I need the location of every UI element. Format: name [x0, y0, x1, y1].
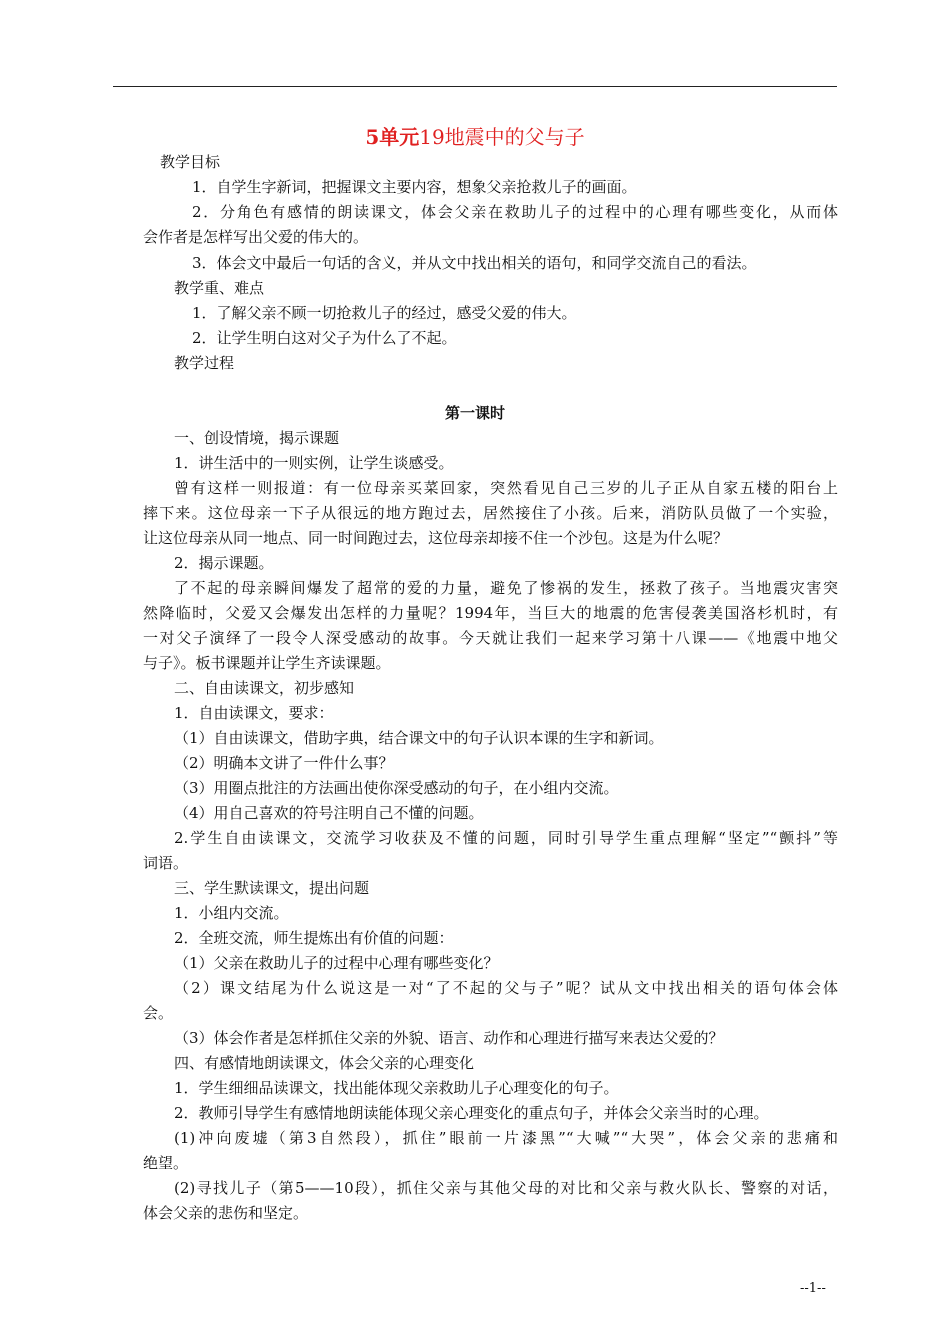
section-heading: 教学过程: [174, 354, 235, 372]
paragraph-line: 2．教师引导学生有感情地朗读能体现父亲心理变化的重点句子，并体会父亲当时的心理。: [174, 1104, 769, 1122]
paragraph-line: 摔下来。这位母亲一下子从很远的地方跑过去，居然接住了小孩。后来，消防队员做了一个实验，: [143, 504, 838, 522]
paragraph-line: （1）父亲在救助儿子的过程中心理有哪些变化？: [174, 954, 499, 972]
title-prefix: 5单元: [365, 125, 420, 149]
section-heading: 教学重、难点: [174, 279, 265, 297]
paragraph-line: 让这位母亲从同一地点、同一时间跑过去，这位母亲却接不住一个沙包。这是为什么呢？: [143, 529, 729, 547]
page-number: --1--: [800, 1281, 826, 1296]
paragraph-line: 1．小组内交流。: [174, 904, 289, 922]
section-heading: 一、创设情境，揭示课题: [174, 429, 340, 447]
paragraph-line: （2）明确本文讲了一件什么事？: [174, 754, 394, 772]
paragraph-line: 会。: [143, 1004, 174, 1022]
paragraph-line: 1．自学生字新词，把握课文主要内容，想象父亲抢救儿子的画面。: [192, 178, 637, 196]
title-text: 19地震中的父与子: [419, 125, 585, 149]
section-heading: 四、有感情地朗读课文，体会父亲的心理变化: [174, 1054, 475, 1072]
section-heading: 二、自由读课文，初步感知: [174, 679, 355, 697]
paragraph-line: 2．揭示课题。: [174, 554, 274, 572]
paragraph-line: 1．学生细细品读课文，找出能体现父亲救助儿子心理变化的句子。: [174, 1079, 619, 1097]
paragraph-line: (1)冲向废墟（第3自然段），抓住”眼前一片漆黑”“大喊”“大哭”，体会父亲的悲痛和: [174, 1129, 838, 1147]
paragraph-line: （3）体会作者是怎样抓住父亲的外貌、语言、动作和心理进行描写来表达父爱的？: [174, 1029, 724, 1047]
paragraph-line: 1．了解父亲不顾一切抢救儿子的经过，感受父爱的伟大。: [192, 304, 577, 322]
paragraph-line: 2.学生自由读课文，交流学习收获及不懂的问题，同时引导学生重点理解“坚定”“颤抖”等: [174, 829, 838, 847]
paragraph-line: 一对父子演绎了一段令人深受感动的故事。今天就让我们一起来学习第十八课——《地震中地父: [143, 629, 838, 647]
paragraph-line: 曾有这样一则报道：有一位母亲买菜回家，突然看见自己三岁的儿子正从自家五楼的阳台上: [174, 479, 838, 497]
paragraph-line: 与子》。板书课题并让学生齐读课题。: [143, 654, 391, 672]
paragraph-line: 2．让学生明白这对父子为什么了不起。: [192, 329, 457, 347]
paragraph-line: 会作者是怎样写出父爱的伟大的。: [143, 228, 369, 246]
section-heading: 三、学生默读课文，提出问题: [174, 879, 370, 897]
paragraph-line: 2．全班交流，师生提炼出有价值的问题：: [174, 929, 454, 947]
paragraph-line: 3．体会文中最后一句话的含义，并从文中找出相关的语句，和同学交流自己的看法。: [192, 254, 757, 272]
paragraph-line: 然降临时，父爱又会爆发出怎样的力量呢？1994年，当巨大的地震的危害侵袭美国洛杉机时，有: [143, 604, 838, 622]
section-heading: 教学目标: [160, 153, 221, 171]
paragraph-line: （1）自由读课文，借助字典，结合课文中的句子认识本课的生字和新词。: [174, 729, 664, 747]
paragraph-line: （2）课文结尾为什么说这是一对“了不起的父与子”呢？试从文中找出相关的语句体会体: [174, 979, 838, 997]
paragraph-line: （3）用圈点批注的方法画出使你深受感动的句子，在小组内交流。: [174, 779, 619, 797]
paragraph-line: 2．分角色有感情的朗读课文，体会父亲在救助儿子的过程中的心理有哪些变化，从而体: [192, 203, 838, 221]
paragraph-line: 体会父亲的悲伤和坚定。: [143, 1204, 309, 1222]
paragraph-line: 词语。: [143, 854, 189, 872]
period-heading: 第一课时: [444, 404, 505, 422]
paragraph-line: (2)寻找儿子（第5——10段），抓住父亲与其他父母的对比和父亲与救火队长、警察的对话，: [174, 1179, 838, 1197]
paragraph-line: 了不起的母亲瞬间爆发了超常的爱的力量，避免了惨祸的发生，拯救了孩子。当地震灾害突: [174, 579, 838, 597]
paragraph-line: （4）用自己喜欢的符号注明自己不懂的问题。: [174, 804, 484, 822]
paragraph-line: 1．讲生活中的一则实例，让学生谈感受。: [174, 454, 454, 472]
lesson-title: [0, 124, 950, 150]
header-rule: [113, 86, 837, 87]
paragraph-line: 1．自由读课文，要求：: [174, 704, 334, 722]
paragraph-line: 绝望。: [143, 1154, 189, 1172]
